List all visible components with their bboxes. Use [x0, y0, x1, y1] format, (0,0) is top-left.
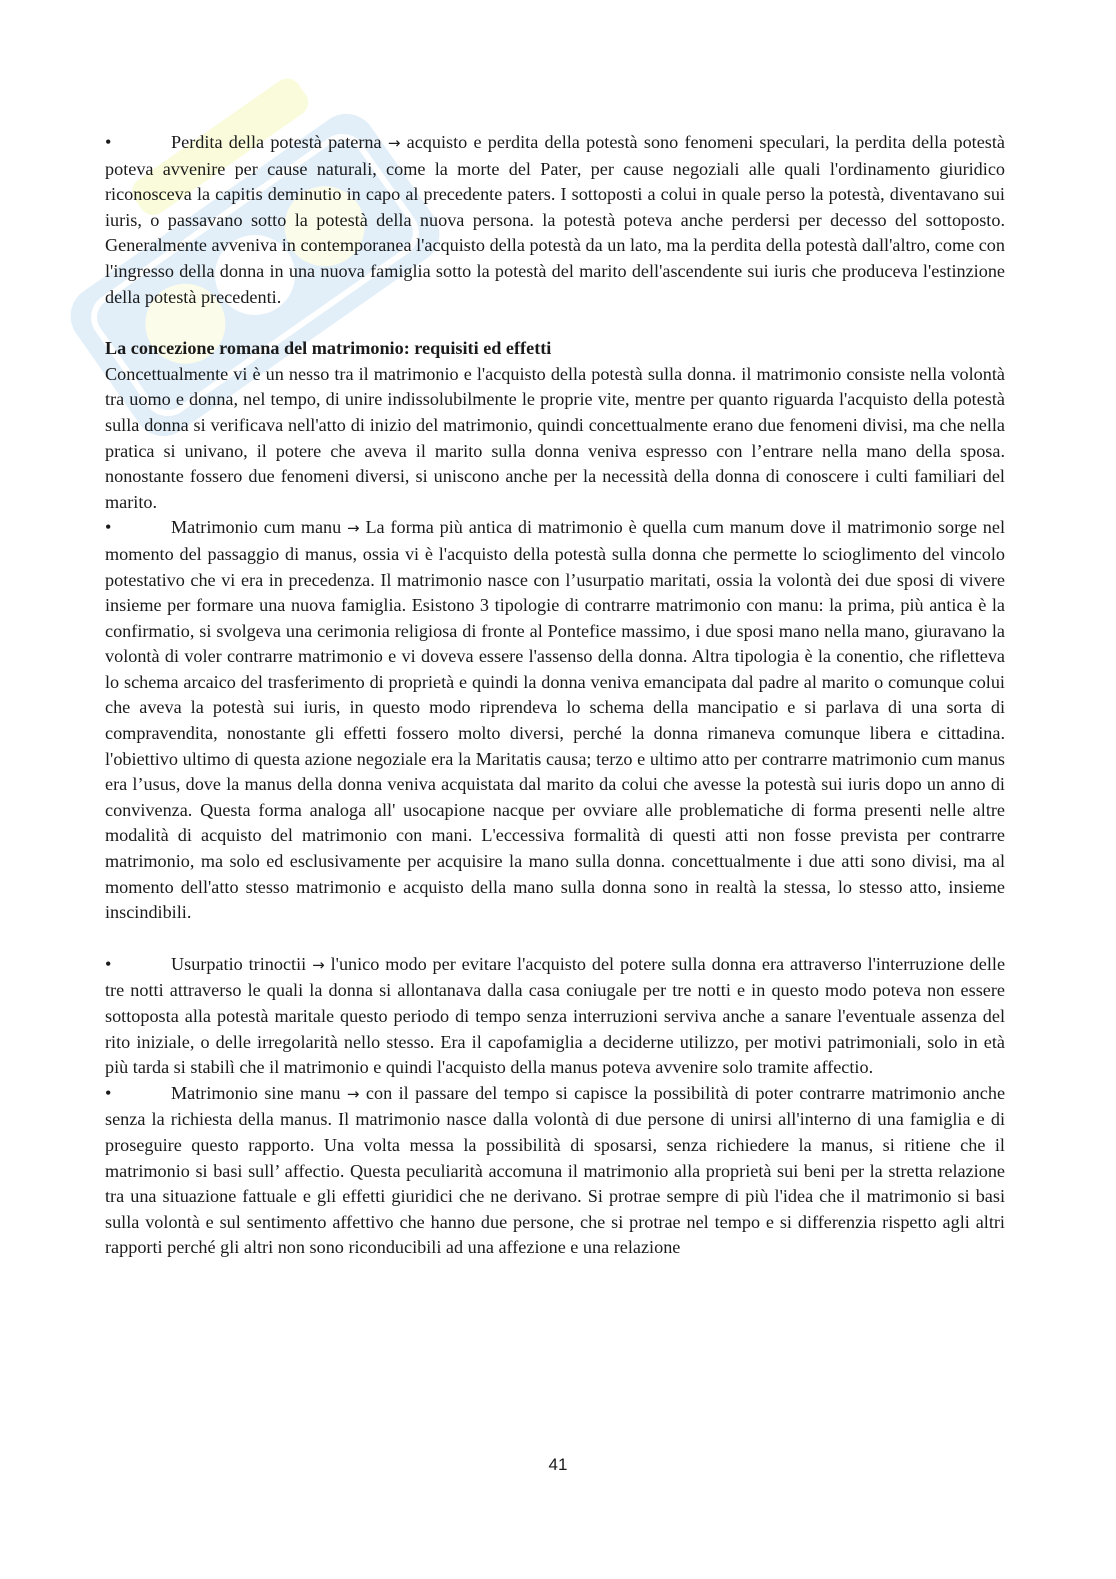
bullet-lead: Matrimonio cum manu	[171, 517, 342, 538]
paragraph-text: acquisto e perdita della potestà sono fenomeni speculari, la perdita della potestà poteva avvenire per cause naturali, come la morte del Pater, per cause negoziali alle quali l'ordinamento giuridico riconosceva la capitis deminutio in capo al precedente paters. I sottoposti a colui in quale perso la potestà, diventavano sui iuris, o passavano sotto la potestà della nuova persona. la potestà poteva anche perdersi per decesso del sottoposto. Generalmente avveniva in contemporanea l'acquisto della potestà da un lato, ma la perdita della potestà dall'altro, come con l'ingresso della donna in una nuova famiglia sotto la potestà del marito dell'ascendente sui iuris che produceva l'estinzione della potestà precedenti.	[105, 132, 1005, 307]
arrow-right-icon: →	[387, 134, 401, 152]
document-page	[105, 130, 1005, 1261]
page-number: 41	[548, 1455, 568, 1474]
paragraph-text: con il passare del tempo si capisce la possibilità di poter contrarre matrimonio anche senza la richiesta della manus. Il matrimonio nasce dalla volontà di due persone di unirsi all'interno di una famiglia e di proseguire questo rapporto. Una volta messa la possibilità di sposarsi, senza richiedere la manus, si ritiene che il matrimonio si basi sull’ affectio. Questa peculiarità accomuna il matrimonio alla proprietà sui beni per la stretta relazione tra una situazione fattuale e gli effetti giuridici che ne derivano. Si protrae sempre di più l'idea che il matrimonio si basi sulla volontà e sul sentimento affettivo che hanno due persone, che si protrae nel tempo e si differenzia rispetto agli altri rapporti perché gli altri non sono riconducibili ad una affezione e una relazione	[105, 1082, 1006, 1258]
bullet-icon: •	[105, 1082, 112, 1103]
bullet-paragraph-sine-manu	[105, 1081, 1005, 1261]
section-heading: La concezione romana del matrimonio: requisiti ed effetti	[105, 338, 552, 359]
arrow-right-icon: →	[347, 519, 360, 538]
bullet-icon: •	[105, 953, 112, 974]
arrow-right-icon: →	[346, 1084, 360, 1103]
spacer	[105, 310, 1005, 336]
bullet-paragraph-usurpatio	[105, 952, 1005, 1081]
bullet-lead: Usurpatio trinoctii	[171, 953, 307, 974]
spacer	[105, 926, 1005, 952]
bullet-paragraph-perdita	[105, 130, 1005, 310]
paragraph-text: La forma più antica di matrimonio è quella cum manum dove il matrimonio sorge nel momento del passaggio di manus, ossia vi è l'acquisto della potestà sulla donna che permette lo scioglimento del vincolo potestativo che vi era in precedenza. Il matrimonio nasce con l’usurpatio maritati, ossia la volontà dei due sposi di vivere insieme per formare una nuova famiglia. Esistono 3 tipologie di contrarre matrimonio con manu: la prima, più antica è la confirmatio, si svolgeva una cerimonia religiosa di fronte al Pontefice massimo, i due sposi mano nella mano, giuravano la volontà di voler contrarre matrimonio e vi doveva essere l'assenso della donna. Altra tipologia è la conentio, che rifletteva lo schema arcaico del trasferimento di proprietà e quindi la donna veniva emancipata dal padre al marito o comunque colui che aveva la potestà sui iuris, in questo modo riprendeva lo schema della mancipatio e si parlava di una sorta di compravendita, nonostante gli effetti fossero molto diversi, perché la donna rimaneva comunque libera e cittadina. l'obiettivo ultimo di questa azione negoziale era la Maritatis causa; terzo e ultimo atto per contrarre matrimonio cum manus era l’usus, dove la manus della donna veniva acquistata dal marito da colui che avesse la potestà sui iuris dopo un anno di convivenza. Questa forma analoga all' usocapione nacque per ovviare alle problematiche di forma presenti nelle altre modalità di acquisto del matrimonio con mani. L'eccessiva formalità di questi atti non fosse prevista per contrarre matrimonio, ma solo ed esclusivamente per acquisire la mano sulla donna. concettualmente i due atti sono divisi, ma al momento dell'atto stesso matrimonio e acquisto della mano sulla donna sono in realtà la stessa, lo stesso atto, insieme inscindibili.	[105, 517, 1006, 923]
paragraph-concettualmente: Concettualmente vi è un nesso tra il matrimonio e l'acquisto della potestà sulla donna. il matrimonio consiste nella volontà tra uomo e donna, nel tempo, di unire indissolubilmente le proprie vite, mentre per quanto riguarda l'acquisto della potestà sulla donna si verificava nell'atto di inizio del matrimonio, quindi concettualmente erano due fenomeni divisi, ma che nella pratica si univano, il potere che aveva il marito sulla donna veniva espresso con l’entrare nella mano della sposa. nonostante fossero due fenomeni diversi, si uniscono anche per la necessità della donna di conoscere i culti familiari del marito.	[105, 363, 1005, 512]
bullet-icon: •	[105, 132, 112, 152]
bullet-icon: •	[105, 517, 112, 538]
bullet-lead: Perdita della potestà paterna	[171, 132, 382, 152]
paragraph-text: l'unico modo per evitare l'acquisto del potere sulla donna era attraverso l'interruzione delle tre notti attraverso le quali la donna si allontanava dalla casa coniugale per tre notti e in questo modo poteva non essere sottoposta alla potestà maritale questo periodo di tempo senza interruzioni serviva anche a sanare l'eventuale assenza del rito iniziale, o delle irregolarità nello stesso. Era il capofamiglia a deciderne utilizzo, per motivi patrimoniali, solo in età più tarda si stabilì che il matrimonio e quindi l'acquisto della manus poteva avvenire solo tramite affectio.	[105, 953, 1006, 1078]
arrow-right-icon: →	[312, 955, 325, 974]
bullet-paragraph-cum-manu	[105, 515, 1005, 926]
bullet-lead: Matrimonio sine manu	[171, 1082, 341, 1103]
